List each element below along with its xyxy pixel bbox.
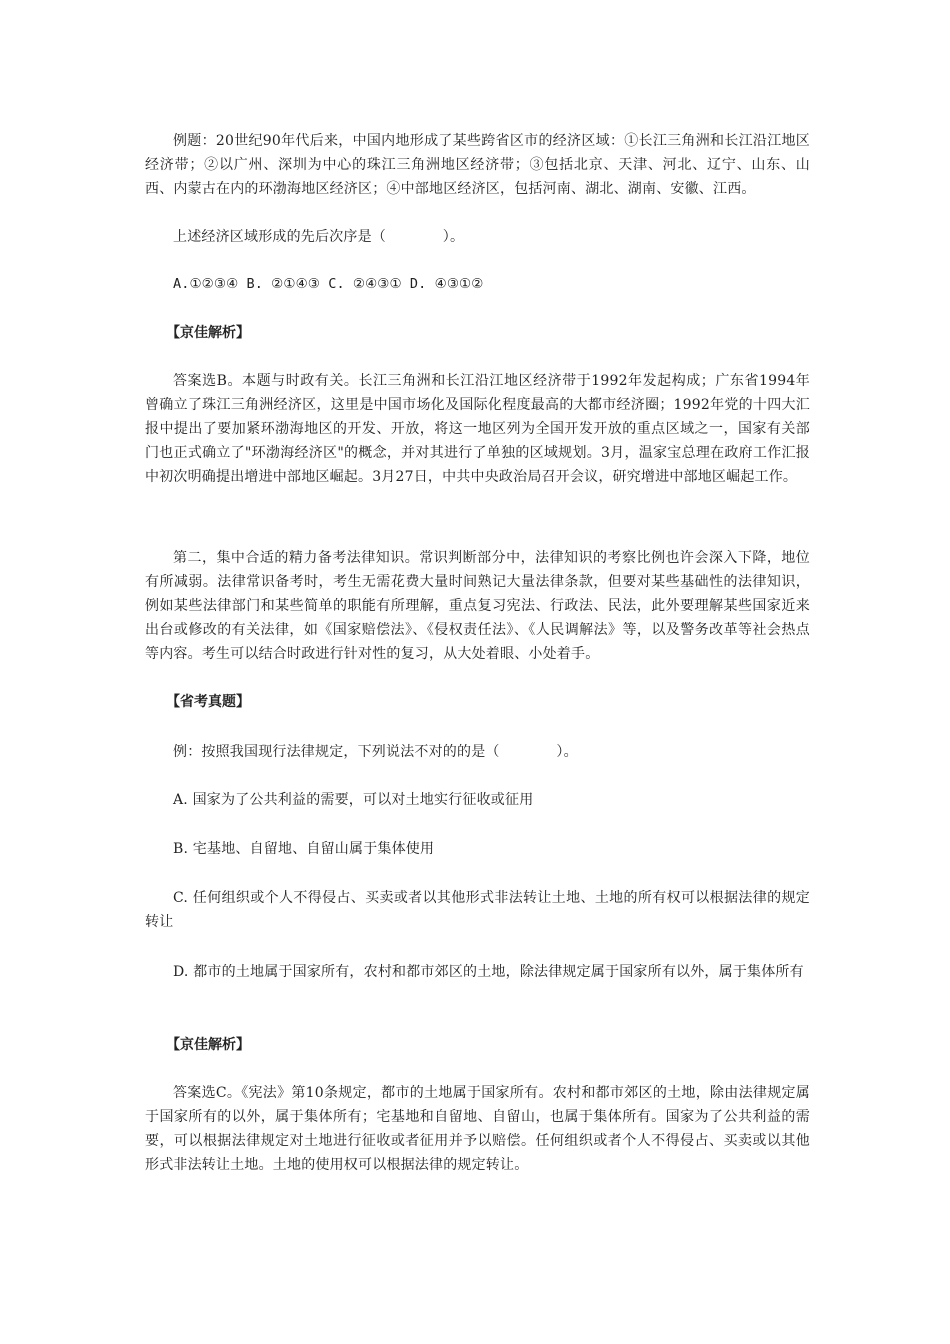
- example2-option-b: B. 宅基地、自留地、自留山属于集体使用: [173, 841, 435, 857]
- example2-analysis-heading: 【京佳解析】: [166, 1037, 250, 1053]
- example2-option-d: D. 都市的土地属于国家所有，农村和都市郊区的土地，除法律规定属于国家所有以外，属于集体所有: [173, 964, 804, 980]
- example2-analysis: 答案选C。《宪法》第10条规定，都市的土地属于国家所有。农村和都市郊区的土地，除由法律规定属于国家所有的以外，属于集体所有；宅基地和自留地、自留山，也属于集体所有。国家为了公共利益的需要，可以根据法律规定对土地进行征收或者征用并予以赔偿。任何组织或者个人不得侵占、买卖或以其他形式非法转让土地。土地的使用权可以根据法律的规定转让。: [145, 1085, 810, 1173]
- example1-analysis-heading: 【京佳解析】: [166, 325, 250, 341]
- example1-analysis: 答案选B。本题与时政有关。长江三角洲和长江沿江地区经济带于1992年发起构成；广东省1994年曾确立了珠江三角洲经济区，这里是中国市场化及国际化程度最高的大都市经济圈；1992年党的十四大汇报中提出了要加紧环渤海地区的开发、开放，将这一地区列为全国开发开放的重点区域之一，国家有关部门也正式确立了"环渤海经济区"的概念，并对其进行了单独的区域规划。3月，温家宝总理在政府工作汇报中初次明确提出增进中部地区崛起。3月27日，中共中央政治局召开会议，研究增进中部地区崛起工作。: [145, 373, 810, 485]
- example2-question: 例：按照我国现行法律规定，下列说法不对的的是（ ）。: [173, 744, 578, 760]
- example2-option-a: A. 国家为了公共利益的需要，可以对土地实行征收或征用: [173, 792, 534, 808]
- section2-paragraph: 第二，集中合适的精力备考法律知识。常识判断部分中，法律知识的考察比例也许会深入下降，地位有所减弱。法律常识备考时，考生无需花费大量时间熟记大量法律条款，但要对某些基础性的法律知识，例如某些法律部门和某些简单的职能有所理解，重点复习宪法、行政法、民法，此外要理解某些国家近来出台或修改的有关法律，如《国家赔偿法》、《侵权责任法》、《人民调解法》等，以及警务改革等社会热点等内容。考生可以结合时政进行针对性的复习，从大处着眼、小处着手。: [145, 550, 810, 662]
- example2-heading: 【省考真题】: [166, 694, 250, 710]
- example1-options: A.①②③④ B. ②①④③ C. ②④③① D. ④③①②: [173, 276, 484, 292]
- example1-prompt: 上述经济区域形成的先后次序是（ ）。: [173, 229, 465, 245]
- example1-question: 例题：20世纪90年代后来，中国内地形成了某些跨省区市的经济区域：①长江三角洲和长江沿江地区经济带；②以广州、深圳为中心的珠江三角洲地区经济带；③包括北京、天津、河北、辽宁、山东、山西、内蒙古在内的环渤海地区经济区；④中部地区经济区，包括河南、湖北、湖南、安徽、江西。: [145, 133, 810, 197]
- example2-option-c: C. 任何组织或个人不得侵占、买卖或者以其他形式非法转让土地、土地的所有权可以根据法律的规定转让: [145, 890, 810, 930]
